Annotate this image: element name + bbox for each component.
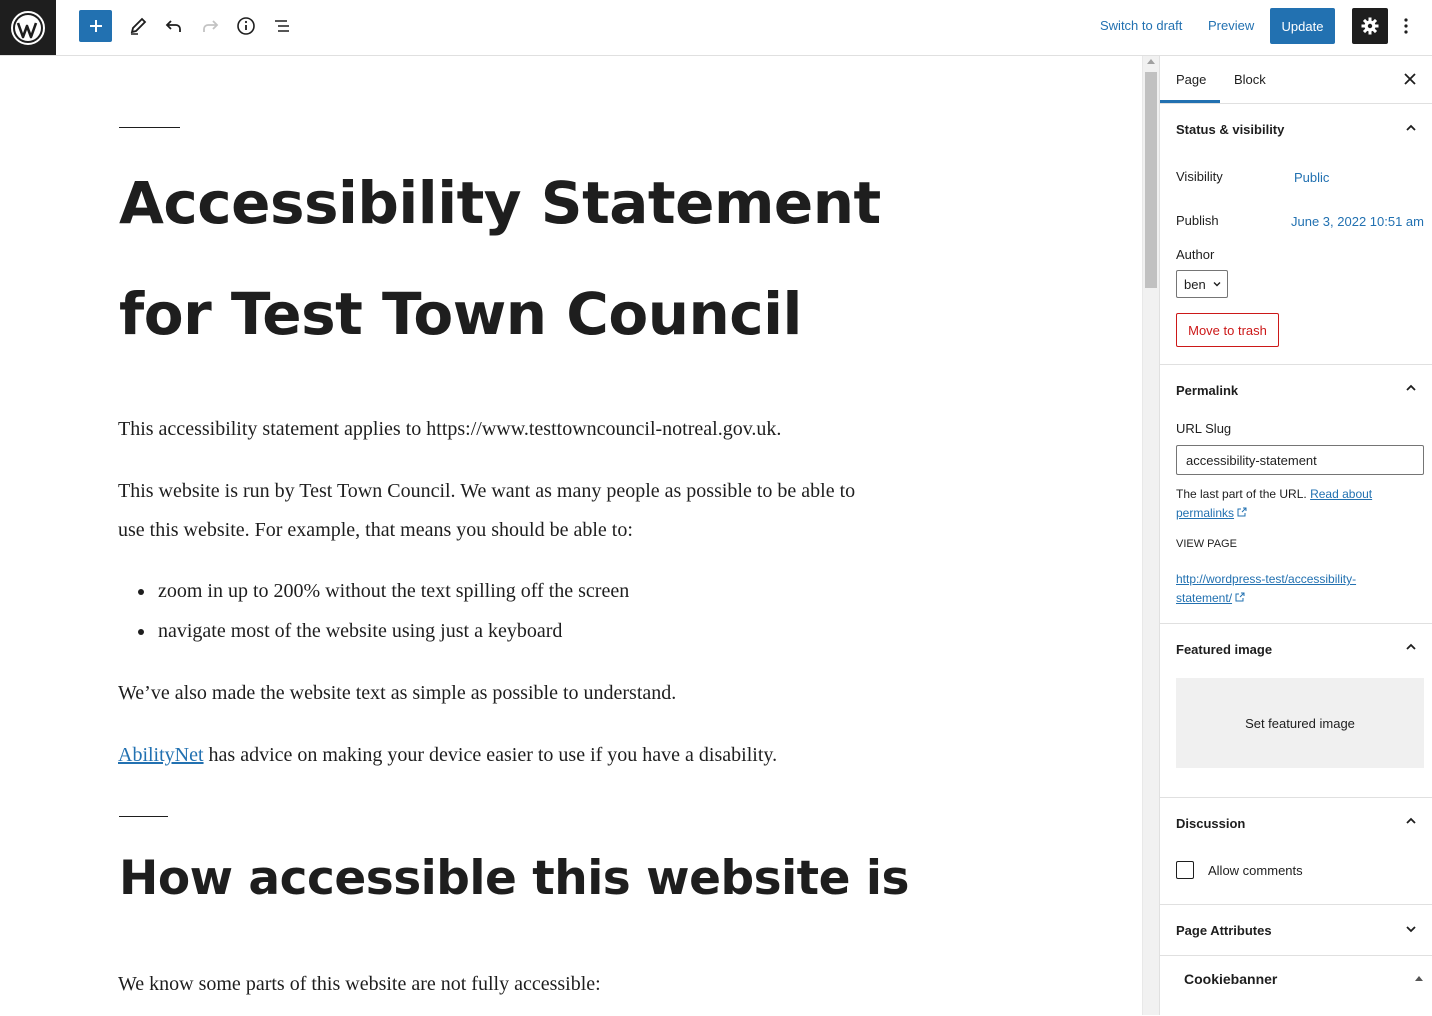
author-label: Author xyxy=(1176,247,1215,262)
info-icon xyxy=(236,16,256,36)
divider xyxy=(1160,364,1432,365)
url-slug-label: URL Slug xyxy=(1176,421,1232,436)
publish-label: Publish xyxy=(1176,213,1219,228)
permalinks-link[interactable]: permalinks xyxy=(1176,506,1235,520)
more-vertical-icon xyxy=(1404,18,1408,34)
status-visibility-panel-toggle[interactable]: Status & visibility xyxy=(1176,122,1285,137)
set-featured-image-button[interactable]: Set featured image xyxy=(1176,678,1424,768)
tools-button[interactable] xyxy=(121,10,155,42)
paragraph-block[interactable]: We’ve also made the website text as simple as possible to understand. xyxy=(118,682,677,704)
list-item[interactable]: zoom in up to 200% without the text spilling off the screen xyxy=(158,580,630,602)
allow-comments-label[interactable]: Allow comments xyxy=(1208,863,1303,878)
editor-header xyxy=(0,0,1432,56)
discussion-panel-toggle[interactable]: Discussion xyxy=(1176,816,1246,831)
redo-button[interactable] xyxy=(193,10,227,42)
pencil-icon xyxy=(128,16,148,36)
chevron-down-icon xyxy=(1212,279,1222,289)
page-title-line-1[interactable]: Accessibility Statement xyxy=(119,169,881,237)
undo-button[interactable] xyxy=(157,10,191,42)
separator-block[interactable] xyxy=(119,127,180,128)
visibility-toggle[interactable]: Public xyxy=(1294,170,1330,185)
undo-icon xyxy=(164,16,184,36)
divider xyxy=(1160,103,1432,104)
close-sidebar-button[interactable] xyxy=(1404,72,1416,90)
list-bullet xyxy=(138,589,144,595)
editor-canvas[interactable] xyxy=(0,56,1142,1015)
wordpress-logo-button[interactable] xyxy=(0,0,56,55)
external-link-icon xyxy=(1235,592,1245,602)
separator-block[interactable] xyxy=(119,816,168,817)
divider xyxy=(1160,623,1432,624)
add-block-button[interactable] xyxy=(79,10,112,42)
publish-date-toggle[interactable]: June 3, 2022 10:51 am xyxy=(1291,214,1424,229)
author-select[interactable] xyxy=(1176,270,1228,298)
chevron-up-icon[interactable] xyxy=(1404,814,1418,828)
page-title-line-2[interactable]: for Test Town Council xyxy=(119,280,802,348)
scrollbar-thumb[interactable] xyxy=(1145,72,1157,288)
paragraph-block[interactable]: We know some parts of this website are not fully accessible: xyxy=(118,973,601,995)
details-button[interactable] xyxy=(229,10,263,42)
allow-comments-checkbox[interactable] xyxy=(1176,861,1194,879)
switch-to-draft-button[interactable]: Switch to draft xyxy=(1100,18,1183,33)
permalink-help-text xyxy=(1176,485,1416,523)
featured-image-panel-toggle[interactable]: Featured image xyxy=(1176,642,1273,657)
list-bullet xyxy=(138,629,144,635)
update-button[interactable]: Update xyxy=(1270,8,1335,44)
scroll-up-arrow-icon[interactable] xyxy=(1147,59,1155,64)
page-url-link-cont[interactable]: statement/ xyxy=(1176,591,1233,605)
plus-icon xyxy=(88,18,104,34)
wordpress-logo-icon xyxy=(10,10,46,46)
permalink-panel-toggle[interactable]: Permalink xyxy=(1176,383,1239,398)
move-to-trash-button[interactable]: Move to trash xyxy=(1176,313,1279,347)
list-view-icon xyxy=(272,16,292,36)
chevron-down-icon[interactable] xyxy=(1404,922,1418,936)
preview-button[interactable]: Preview xyxy=(1208,18,1255,33)
page-attributes-panel-toggle[interactable]: Page Attributes xyxy=(1176,923,1272,938)
settings-button[interactable] xyxy=(1352,8,1388,44)
page-url-link[interactable]: http://wordpress-test/accessibility- xyxy=(1176,572,1357,586)
canvas-scrollbar[interactable] xyxy=(1142,56,1160,1015)
visibility-label: Visibility xyxy=(1176,169,1223,184)
read-about-link[interactable]: Read about xyxy=(1310,487,1373,501)
view-page-url xyxy=(1176,570,1416,608)
close-icon xyxy=(1404,73,1416,85)
help-text: The last part of the URL. xyxy=(1176,487,1307,501)
abilitynet-link[interactable]: AbilityNet xyxy=(118,744,204,766)
tab-block[interactable]: Block xyxy=(1234,72,1266,87)
author-value: ben xyxy=(1184,276,1206,292)
cookiebanner-panel[interactable] xyxy=(1160,955,1432,1016)
paragraph-text: has advice on making your device easier to use if you have a disability. xyxy=(203,744,778,766)
options-button[interactable] xyxy=(1396,10,1416,42)
settings-sidebar xyxy=(1159,56,1432,1015)
view-page-label: VIEW PAGE xyxy=(1176,538,1237,550)
paragraph-block[interactable] xyxy=(118,736,858,775)
chevron-up-icon[interactable] xyxy=(1404,640,1418,654)
cookiebanner-title: Cookiebanner xyxy=(1184,971,1278,987)
tab-page[interactable]: Page xyxy=(1176,72,1207,87)
triangle-up-icon[interactable] xyxy=(1414,974,1424,982)
redo-icon xyxy=(200,16,220,36)
list-item[interactable]: navigate most of the website using just a keyboard xyxy=(158,620,563,642)
divider xyxy=(1160,904,1432,905)
url-slug-input[interactable]: accessibility-statement xyxy=(1176,445,1424,475)
external-link-icon xyxy=(1237,507,1247,517)
chevron-up-icon[interactable] xyxy=(1404,121,1418,135)
divider xyxy=(1160,797,1432,798)
paragraph-block[interactable]: This website is run by Test Town Council. We want as many people as possible to be able to use this website. For example, that means you should be able to: xyxy=(118,480,856,541)
list-view-button[interactable] xyxy=(265,10,299,42)
gear-icon xyxy=(1360,16,1380,36)
chevron-up-icon[interactable] xyxy=(1404,381,1418,395)
heading-block[interactable]: How accessible this website is xyxy=(119,851,909,906)
paragraph-block[interactable]: This accessibility statement applies to https://www.testtowncouncil-notreal.gov.uk. xyxy=(118,418,782,440)
